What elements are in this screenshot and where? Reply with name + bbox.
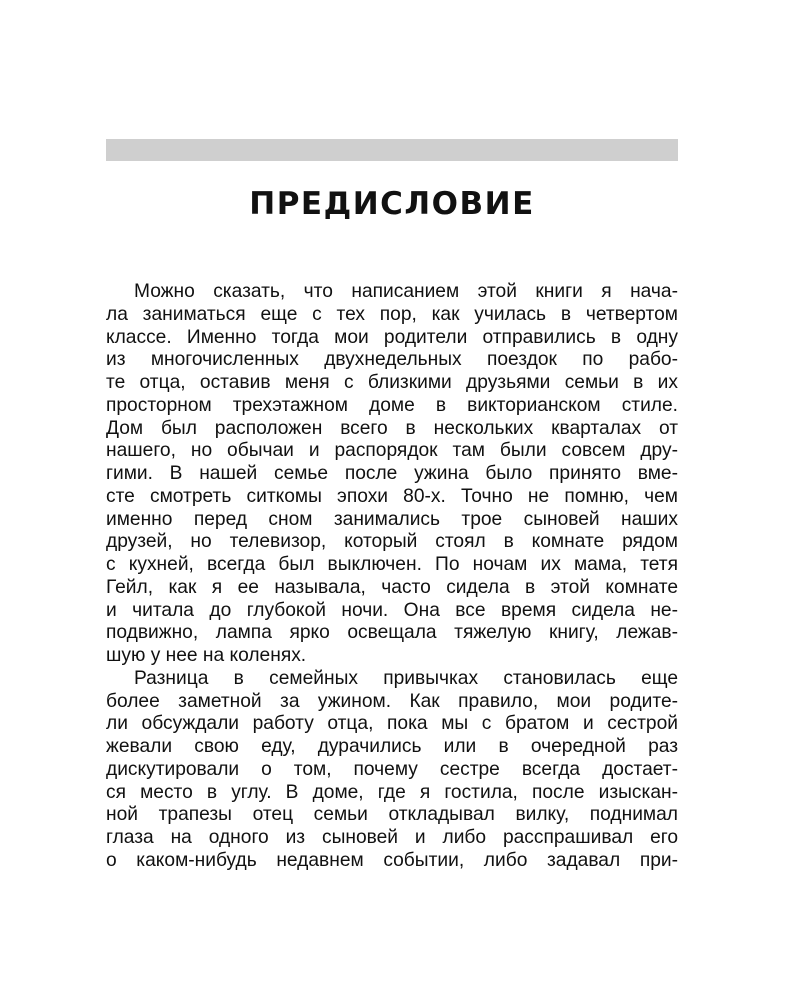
text-line: классе. Именно тогда мои родители отправились в одну [106, 326, 678, 348]
text-line: те отца, оставив меня с близкими друзьями семьи в их [106, 372, 678, 393]
text-line: ной трапезы отец семьи откладывал вилку, поднимал [106, 804, 678, 826]
chapter-body [106, 281, 678, 873]
text-line: друзей, но телевизор, который стоял в комнате рядом [106, 531, 678, 553]
text-line: лa заниматься еще с тех пор, как училась в четвертом [106, 303, 678, 325]
text-line: гими. В нашей семье после ужина было принято вме- [106, 463, 678, 484]
text-line: Гейл, как я ее называла, часто сидела в этой комнате [106, 576, 678, 598]
text-line: из многочисленных двухнедельных поездок по рабо- [106, 349, 678, 371]
text-line: просторном трехэтажном доме в викторианском стиле. [106, 394, 678, 416]
chapter-header-bar [106, 139, 678, 161]
chapter-title: ПРЕДИСЛОВИЕ [249, 186, 535, 222]
text-line: с кухней, всегда был выключен. По ночам их мама, тетя [106, 554, 678, 575]
paragraph [106, 281, 678, 668]
paragraph [106, 668, 678, 873]
text-line: более заметной за ужином. Как правило, мои родите- [106, 690, 678, 712]
text-line: шую у нее на коленях. [106, 645, 307, 666]
text-line: Разница в семейных привычках становилась еще [134, 667, 678, 689]
text-line: ся место в углу. В доме, где я гостила, после изыскан- [106, 781, 678, 803]
text-line: подвижно, лампа ярко освещала тяжелую книгу, лежав- [106, 622, 678, 644]
text-line: Дом был расположен всего в нескольких кварталах от [106, 417, 678, 439]
text-line: Можно сказать, что написанием этой книги я нача- [134, 281, 678, 302]
text-line: именно перед сном занимались трое сыновей наших [106, 508, 678, 530]
text-line: и читала до глубокой ночи. Она все время сидела не- [106, 599, 678, 621]
text-line: ли обсуждали работу отца, пока мы с братом и сестрой [106, 713, 678, 735]
text-line: сте смотреть ситкомы эпохи 80-х. Точно не помню, чем [106, 485, 678, 507]
text-line: о каком-нибудь недавнем событии, либо задавал при- [106, 849, 678, 871]
text-line: нашего, но обычаи и распорядок там были совсем дру- [106, 440, 678, 462]
text-line: жевали свою еду, дурачились или в очередной раз [106, 736, 678, 757]
text-line: дискутировали о том, почему сестре всегда достает- [106, 758, 678, 780]
text-line: глаза на одного из сыновей и либо расспрашивал его [106, 827, 678, 848]
